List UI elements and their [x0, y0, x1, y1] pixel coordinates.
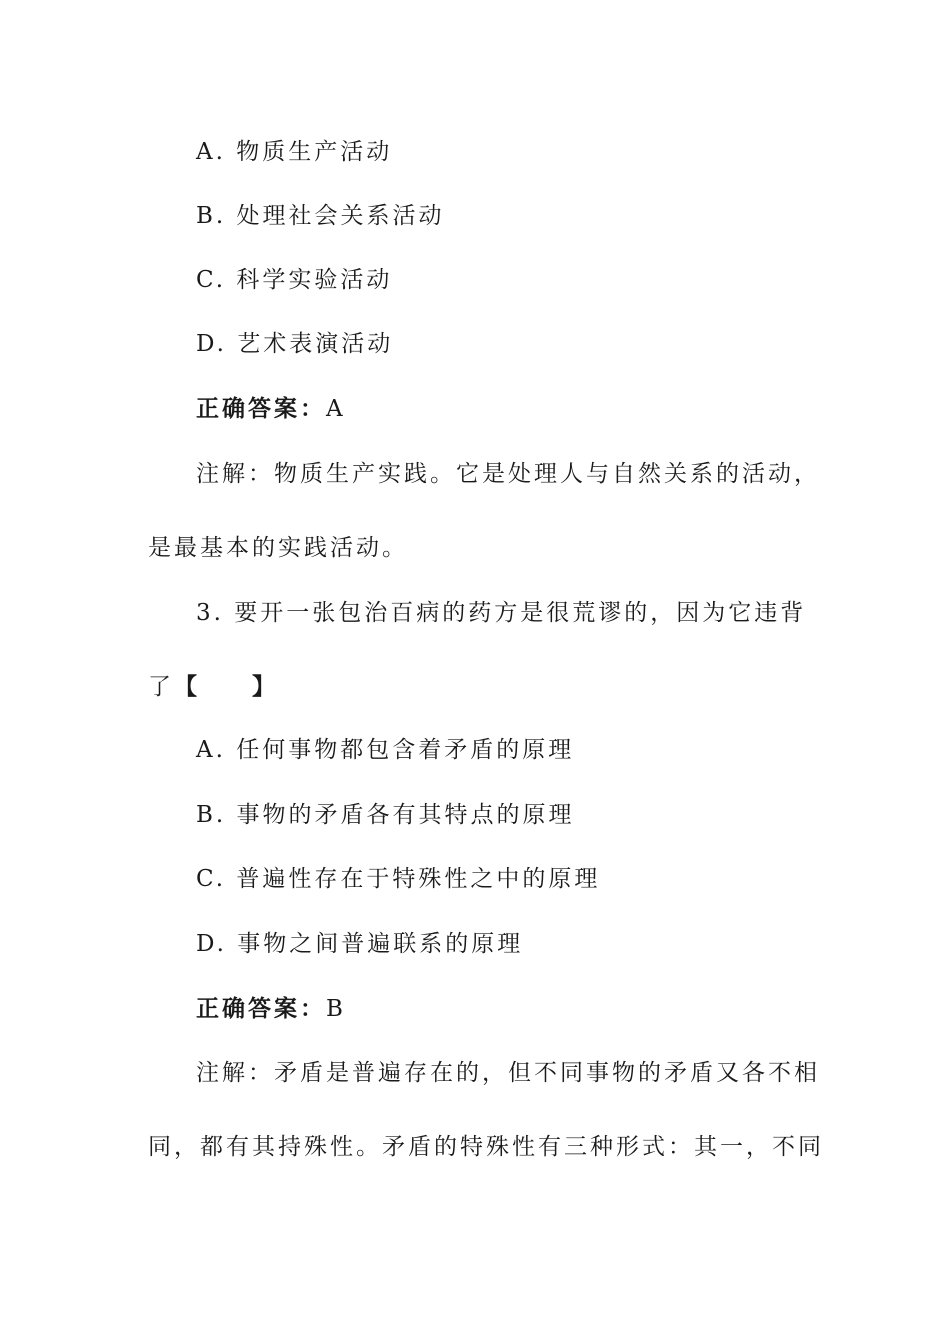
q3-answer: [196, 994, 346, 1024]
q3-option-c: C. 普遍性存在于特殊性之中的原理: [196, 866, 601, 892]
q2-note-line-2: 是最基本的实践活动。: [148, 535, 408, 561]
q3-option-b: B. 事物的矛盾各有其特点的原理: [196, 802, 575, 828]
q3-option-d: D. 事物之间普遍联系的原理: [196, 931, 524, 957]
q2-option-d: D. 艺术表演活动: [196, 331, 394, 357]
q2-option-b: B. 处理社会关系活动: [196, 203, 445, 229]
q3-question-line-2: [148, 672, 278, 702]
q3-answer-label: 正确答案：: [196, 996, 326, 1022]
q3-question-line-1: 3. 要开一张包治百病的药方是很荒谬的，因为它违背: [196, 600, 807, 626]
q2-answer: [196, 394, 346, 424]
q2-note-line-1: 注解：物质生产实践。它是处理人与自然关系的活动，: [196, 461, 820, 487]
q3-answer-value: B: [326, 996, 346, 1022]
q3-question-text: 了: [148, 674, 174, 700]
q2-answer-value: A: [326, 396, 346, 422]
q2-option-c: C. 科学实验活动: [196, 267, 393, 293]
q3-option-a: A. 任何事物都包含着矛盾的原理: [196, 737, 575, 763]
q2-option-a: A. 物质生产活动: [196, 139, 393, 165]
answer-bracket: 【 】: [174, 674, 278, 700]
q3-note-line-1: 注解：矛盾是普遍存在的，但不同事物的矛盾又各不相: [196, 1060, 820, 1086]
q3-note-line-2: 同，都有其持殊性。矛盾的特殊性有三种形式：其一，不同: [148, 1134, 824, 1160]
q2-answer-label: 正确答案：: [196, 396, 326, 422]
